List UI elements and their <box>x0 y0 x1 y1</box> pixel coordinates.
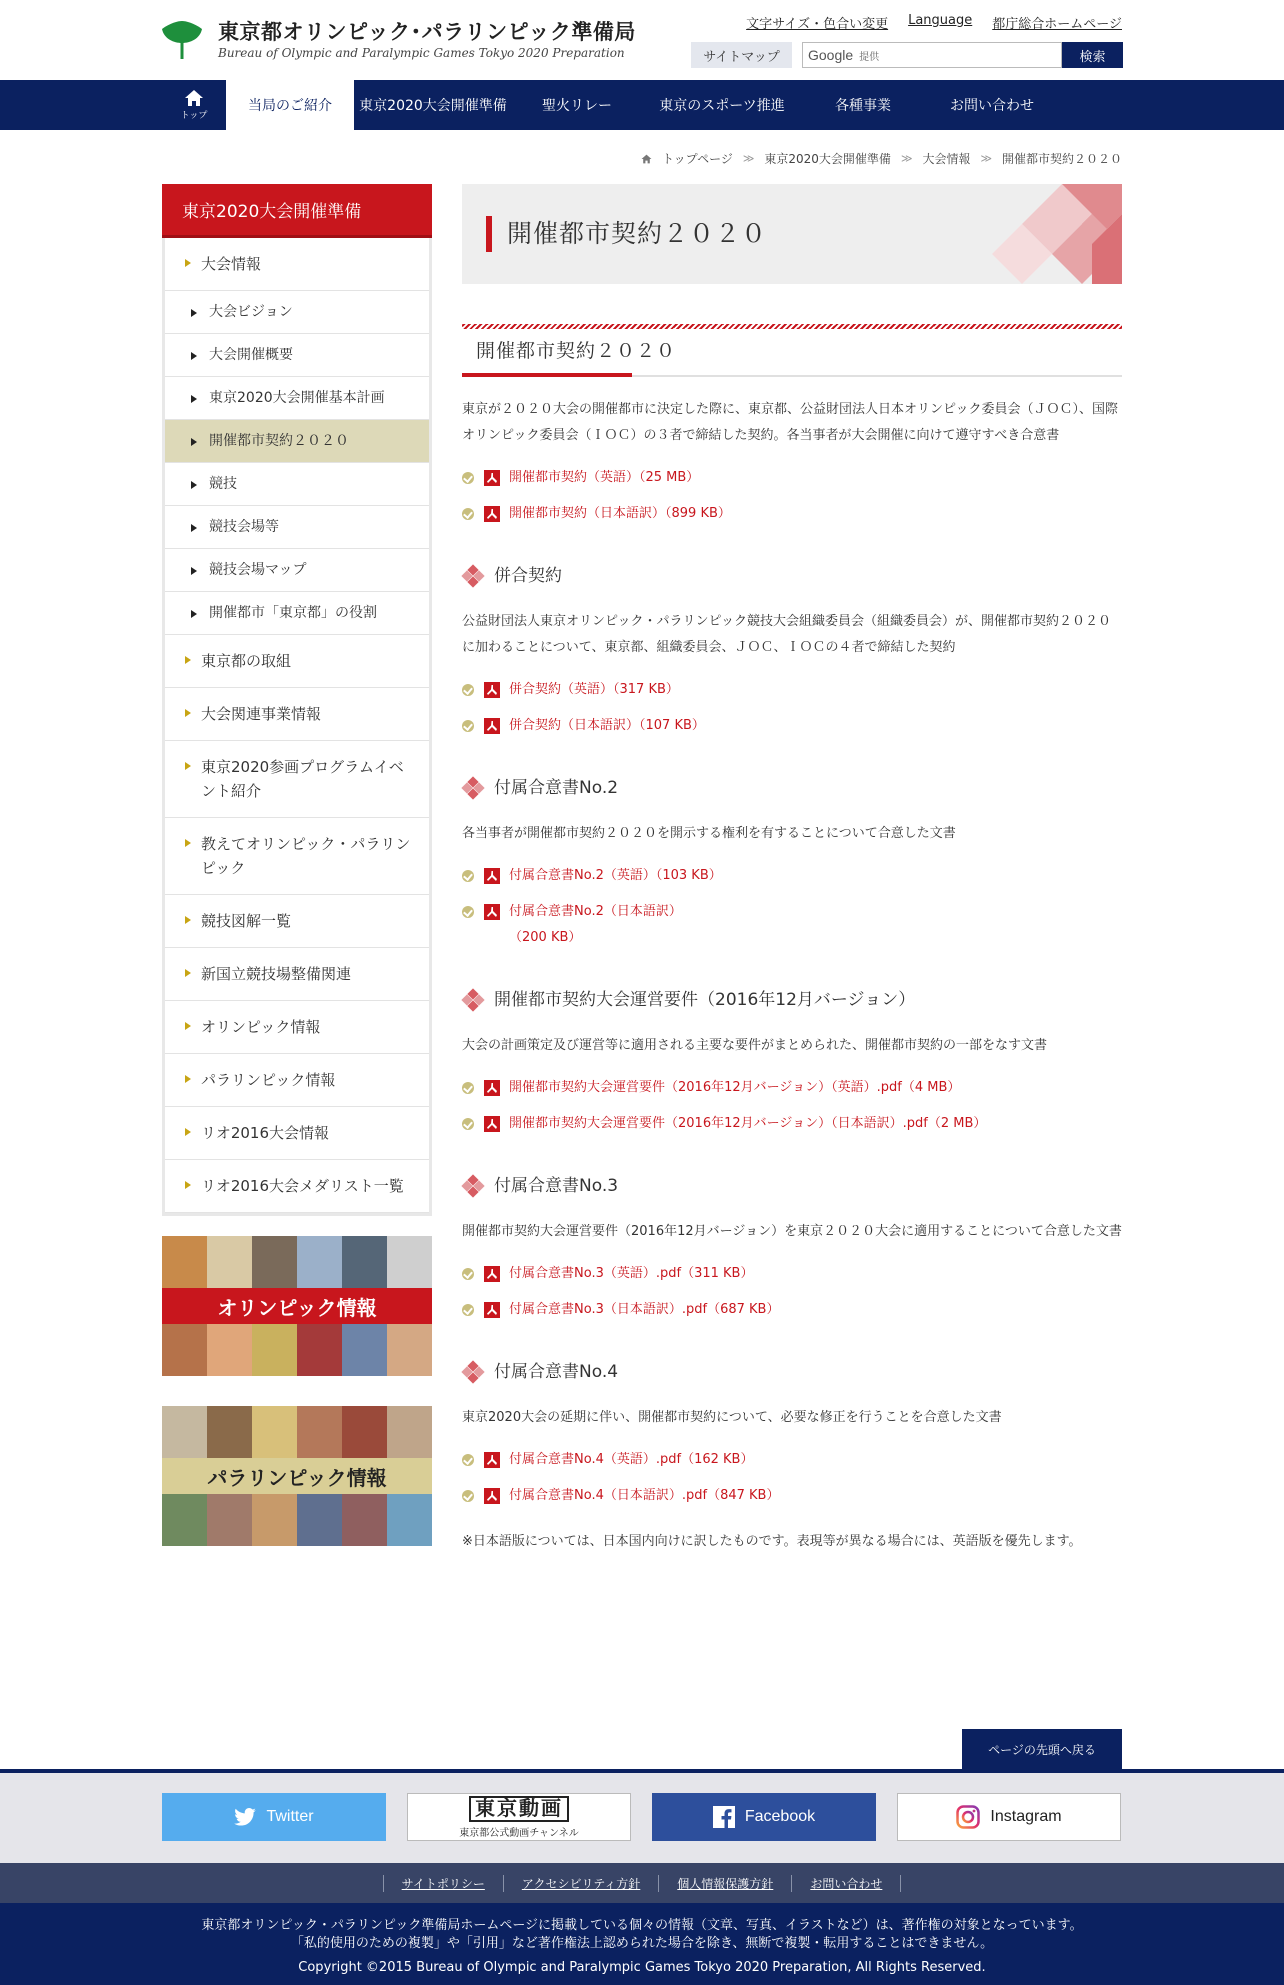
diamond-pattern-decoration <box>962 184 1122 284</box>
font-size-color-link[interactable]: 文字サイズ・色合い変更 <box>746 17 889 32</box>
diamond-icon <box>462 989 484 1011</box>
pdf-link[interactable]: 開催都市契約（英語）（25 MB） <box>462 465 1122 491</box>
privacy-policy-link[interactable]: 個人情報保護方針 <box>658 1875 791 1892</box>
pdf-link[interactable]: 付属合意書No.2（英語）（103 KB） <box>462 863 1122 889</box>
pdf-icon <box>484 1080 500 1096</box>
footer-copyright-area <box>0 1903 1284 1985</box>
sidebar-item-olympic-info[interactable]: オリンピック情報 <box>165 1001 429 1054</box>
site-subtitle: Bureau of Olympic and Paralympic Games Tokyo 2020 Preparation <box>218 46 625 60</box>
pdf-link[interactable]: 付属合意書No.3（日本語訳）.pdf（687 KB） <box>462 1297 1122 1323</box>
nav-home-label: トップ <box>180 111 208 121</box>
nav-tokyo2020[interactable]: 東京2020大会開催準備 <box>359 98 507 114</box>
sidebar-item-sport-pictograms[interactable]: 競技図解一覧 <box>165 895 429 948</box>
pdf-link[interactable]: 開催都市契約（日本語訳）（899 KB） <box>462 501 1122 527</box>
footer-contact-link[interactable]: お問い合わせ <box>791 1875 901 1892</box>
pdf-link[interactable]: 開催都市契約大会運営要件（2016年12月バージョン）（英語）.pdf（4 MB） <box>462 1075 1122 1101</box>
pdf-link[interactable]: 付属合意書No.4（英語）.pdf（162 KB） <box>462 1447 1122 1473</box>
sidebar-menu <box>162 238 432 1216</box>
check-bullet-icon <box>462 1490 474 1502</box>
diamond-icon <box>462 1361 484 1383</box>
instagram-label: Instagram <box>990 1808 1062 1825</box>
pdf-link[interactable]: 付属合意書No.2（日本語訳）（200 KB） <box>462 899 1122 951</box>
copyright-text: Copyright ©2015 Bureau of Olympic and Paralympic Games Tokyo 2020 Preparation, All Rights Reserved. <box>298 1960 986 1975</box>
subsection-link-list <box>462 677 1122 739</box>
section-title: 開催都市契約２０２０ <box>476 340 677 362</box>
pdf-link[interactable]: 付属合意書No.3（英語）.pdf（311 KB） <box>462 1261 1122 1287</box>
subsection-description: 東京2020大会の延期に伴い、開催都市契約について、必要な修正を行うことを合意した文書 <box>462 1410 1002 1425</box>
metro-homepage-link[interactable]: 都庁総合ホームページ <box>992 17 1122 32</box>
language-link[interactable]: Language <box>908 13 973 28</box>
sidebar-sub-vision[interactable]: 大会ビジョン <box>165 291 429 334</box>
subsection-heading: 開催都市契約大会運営要件（2016年12月バージョン） <box>462 987 1122 1013</box>
check-bullet-icon <box>462 1304 474 1316</box>
pdf-link[interactable]: 併合契約（日本語訳）（107 KB） <box>462 713 1122 739</box>
home-icon <box>641 154 652 164</box>
subsection-link-list <box>462 1075 1122 1137</box>
breadcrumb-separator-icon: ≫ <box>900 152 913 165</box>
sidebar-item-rio2016[interactable]: リオ2016大会情報 <box>165 1107 429 1160</box>
facebook-label: Facebook <box>744 1808 816 1825</box>
subsection-heading: 併合契約 <box>462 563 1122 589</box>
check-bullet-icon <box>462 1268 474 1280</box>
check-bullet-icon <box>462 472 474 484</box>
diamond-icon <box>462 777 484 799</box>
twitter-label: Twitter <box>266 1808 314 1825</box>
pdf-icon <box>484 868 500 884</box>
subsection-link-list <box>462 1261 1122 1323</box>
subsection-description: 公益財団法人東京オリンピック・パラリンピック競技大会組織委員会（組織委員会）が、開催都市契約２０２０に加わることについて、東京都、組織委員会、ＪＯＣ、ＩＯＣの４者で締結した契約 <box>462 614 1111 655</box>
site-header <box>0 0 1284 80</box>
subsection-heading: 付属合意書No.4 <box>462 1359 1122 1385</box>
subsection-description: 大会の計画策定及び運営等に適用される主要な要件がまとめられた、開催都市契約の一部をなす文書 <box>462 1038 1048 1053</box>
site-tools <box>691 42 1123 68</box>
sidebar-item-paralympic-info[interactable]: パラリンピック情報 <box>165 1054 429 1107</box>
sidebar-sub-host-city-role[interactable]: 開催都市「東京都」の役割 <box>165 592 429 635</box>
instagram-icon <box>956 1805 980 1829</box>
tokyo-douga-logo: 東京動画 <box>469 1796 569 1822</box>
sidebar-item-tokyo-efforts[interactable]: 東京都の取組 <box>165 635 429 688</box>
sidebar-sub-venues[interactable]: 競技会場等 <box>165 506 429 549</box>
lead-link-list <box>462 465 1122 527</box>
olympic-info-banner[interactable] <box>162 1236 432 1376</box>
pdf-icon <box>484 904 500 920</box>
check-bullet-icon <box>462 1118 474 1130</box>
ginkgo-logo-icon <box>162 21 202 61</box>
nav-torch-relay[interactable]: 聖火リレー <box>542 98 612 114</box>
breadcrumb-separator-icon: ≫ <box>980 152 992 165</box>
check-bullet-icon <box>462 508 474 520</box>
search-input[interactable] <box>802 42 1062 68</box>
check-bullet-icon <box>462 684 474 696</box>
sidebar-sub-venue-map[interactable]: 競技会場マップ <box>165 549 429 592</box>
google-label: Google <box>808 47 854 63</box>
pdf-icon <box>484 1266 500 1282</box>
tokyo-douga-button[interactable] <box>407 1793 631 1841</box>
accessibility-policy-link[interactable]: アクセシビリティ方針 <box>503 1875 658 1892</box>
site-policy-link[interactable]: サイトポリシー <box>383 1875 503 1892</box>
twitter-bird-icon <box>234 1808 256 1826</box>
breadcrumb-games-info[interactable]: 大会情報 <box>922 152 971 166</box>
nav-sports-promotion[interactable]: 東京のスポーツ推進 <box>659 98 785 114</box>
utility-links <box>746 13 1122 32</box>
sidebar-item-games-info[interactable]: 大会情報 <box>165 238 429 291</box>
tokyo-douga-subtitle: 東京都公式動画チャンネル <box>459 1827 579 1839</box>
subsection-link-list <box>462 863 1122 951</box>
page-title: 開催都市契約２０２０ <box>507 219 768 248</box>
instagram-button[interactable] <box>897 1793 1121 1841</box>
pdf-icon <box>484 1452 500 1468</box>
sidebar-item-national-stadium[interactable]: 新国立競技場整備関連 <box>165 948 429 1001</box>
main-content <box>462 184 1122 1555</box>
footer-social <box>0 1769 1284 1863</box>
sidebar <box>162 184 432 1546</box>
copyright-notice-line2: 「私的使用のための複製」や「引用」など著作権法上認められた場合を除き、無断で複製・転用することはできません。 <box>290 1936 994 1951</box>
subsection-description: 開催都市契約大会運営要件（2016年12月バージョン）を東京２０２０大会に適用することについて合意した文書 <box>462 1224 1122 1239</box>
breadcrumb <box>641 150 1122 167</box>
diamond-icon <box>462 1175 484 1197</box>
check-bullet-icon <box>462 1454 474 1466</box>
sidebar-sub-host-city-contract[interactable]: 開催都市契約２０２０ <box>165 420 429 463</box>
search-button[interactable]: 検索 <box>1062 42 1123 68</box>
subsection-heading: 付属合意書No.3 <box>462 1173 1122 1199</box>
subsection-heading: 付属合意書No.2 <box>462 775 1122 801</box>
lead-text: 東京が２０２０大会の開催都市に決定した際に、東京都、公益財団法人日本オリンピック委員会（ＪＯＣ）、国際オリンピック委員会（ＩＯＣ）の３者で締結した契約。各当事者が大会開催に向けて遵守すべき合意書 <box>462 402 1118 443</box>
pdf-link[interactable]: 付属合意書No.4（日本語訳）.pdf（847 KB） <box>462 1483 1122 1509</box>
pdf-icon <box>484 506 500 522</box>
translation-note: ※日本語版については、日本国内向けに訳したものです。表現等が異なる場合には、英語版を優先します。 <box>462 1534 1082 1549</box>
check-bullet-icon <box>462 720 474 732</box>
facebook-button[interactable] <box>652 1793 876 1841</box>
check-bullet-icon <box>462 906 474 918</box>
facebook-icon <box>713 1806 735 1828</box>
title-accent-bar <box>486 216 492 252</box>
search-provided-label: 提供 <box>859 51 880 63</box>
subsection-description: 各当事者が開催都市契約２０２０を開示する権利を有することについて合意した文書 <box>462 826 956 841</box>
sidebar-item-rio2016-medalists[interactable]: リオ2016大会メダリスト一覧 <box>165 1160 429 1213</box>
sidebar-sub-sports[interactable]: 競技 <box>165 463 429 506</box>
sidebar-sub-overview[interactable]: 大会開催概要 <box>165 334 429 377</box>
nav-contact[interactable]: お問い合わせ <box>950 98 1034 114</box>
pdf-icon <box>484 1488 500 1504</box>
olympic-banner-label: オリンピック情報 <box>162 1288 432 1324</box>
site-title: 東京都オリンピック･パラリンピック準備局 <box>218 20 636 44</box>
site-logo[interactable] <box>162 20 636 61</box>
sidebar-heading: 東京2020大会開催準備 <box>162 184 432 238</box>
breadcrumb-top[interactable]: トップページ <box>661 152 733 166</box>
copyright-notice-line1: 東京都オリンピック・パラリンピック準備局ホームページに掲載している個々の情報（文章、写真、イラストなど）は、著作権の対象となっています。 <box>201 1918 1083 1933</box>
diamond-icon <box>462 565 484 587</box>
global-nav <box>0 80 1284 130</box>
check-bullet-icon <box>462 870 474 882</box>
nav-about[interactable]: 当局のご紹介 <box>226 80 354 130</box>
breadcrumb-separator-icon: ≫ <box>742 152 755 165</box>
twitter-button[interactable] <box>162 1793 386 1841</box>
paralympic-banner-label: パラリンピック情報 <box>162 1458 432 1494</box>
footer-links <box>0 1863 1284 1903</box>
check-bullet-icon <box>462 1082 474 1094</box>
breadcrumb-tokyo2020[interactable]: 東京2020大会開催準備 <box>764 152 891 166</box>
pdf-icon <box>484 470 500 486</box>
pdf-link[interactable]: 併合契約（英語）（317 KB） <box>462 677 1122 703</box>
back-to-top-button[interactable]: ページの先頭へ戻る <box>962 1729 1122 1769</box>
page-title-box <box>462 184 1122 284</box>
nav-home[interactable] <box>162 80 226 130</box>
subsection-link-list <box>462 1447 1122 1509</box>
pdf-icon <box>484 718 500 734</box>
sidebar-item-participation-program[interactable]: 東京2020参画プログラムイベント紹介 <box>165 741 429 818</box>
paralympic-info-banner[interactable] <box>162 1406 432 1546</box>
section-heading <box>462 324 1122 377</box>
home-icon <box>184 89 204 107</box>
sidebar-item-teach-me[interactable]: 教えてオリンピック・パラリンピック <box>165 818 429 895</box>
sitemap-button[interactable]: サイトマップ <box>691 42 792 68</box>
pdf-icon <box>484 1116 500 1132</box>
pdf-icon <box>484 682 500 698</box>
section-underline <box>462 373 632 377</box>
sidebar-item-related-projects[interactable]: 大会関連事業情報 <box>165 688 429 741</box>
breadcrumb-current: 開催都市契約２０２０ <box>1001 152 1122 166</box>
pdf-icon <box>484 1302 500 1318</box>
sidebar-sub-basic-plan[interactable]: 東京2020大会開催基本計画 <box>165 377 429 420</box>
pdf-link[interactable]: 開催都市契約大会運営要件（2016年12月バージョン）（日本語訳）.pdf（2 MB） <box>462 1111 1122 1137</box>
nav-projects[interactable]: 各種事業 <box>835 98 891 114</box>
